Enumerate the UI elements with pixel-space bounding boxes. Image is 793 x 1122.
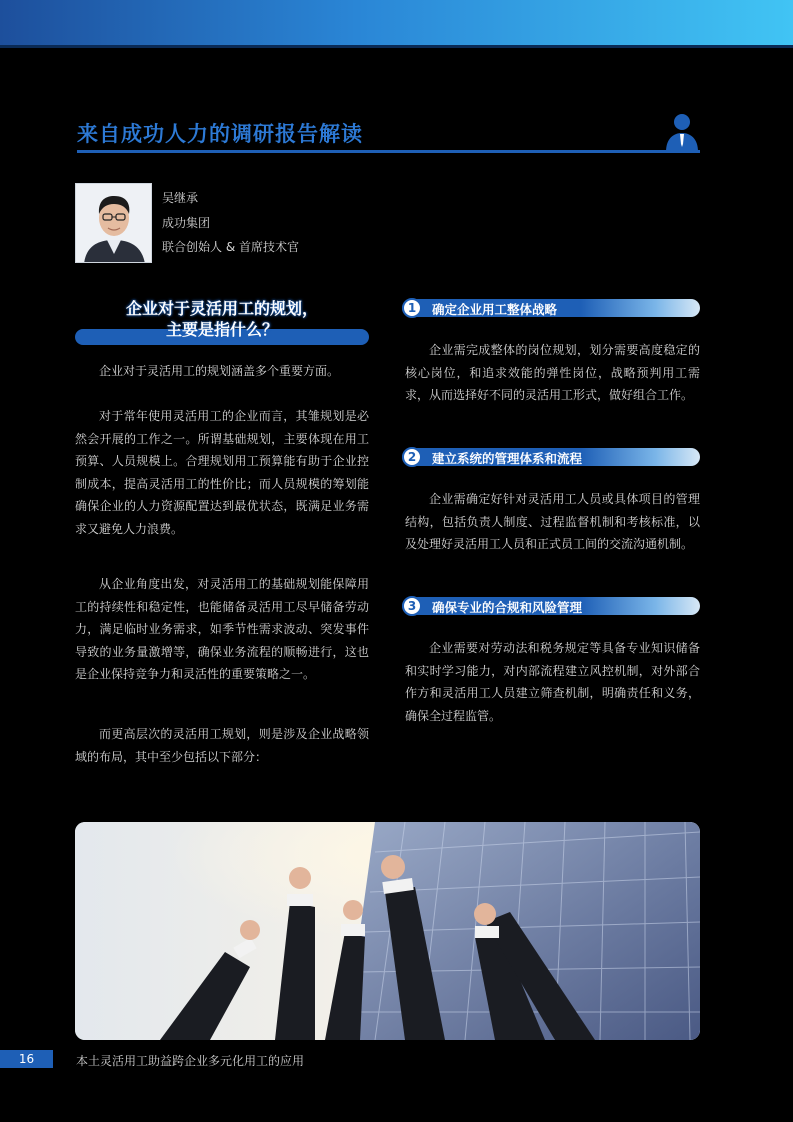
author-name: 吴继承 (162, 191, 199, 205)
team-celebration-photo (75, 822, 700, 1040)
question-line-1: 企业对于灵活用工的规划， (125, 299, 318, 318)
author-avatar (75, 183, 152, 263)
top-banner (0, 0, 793, 45)
body-paragraph: 从企业角度出发，对灵活用工的基础规划能保障用工的持续性和稳定性，也能储备灵活用工尽早储备劳动力，满足临时业务需求，如季节性需求波动、突发事件导致的业务量激增等，确保业务流程的顺畅进行，这也是企业保持竞争力和灵活性的重要策略之一。 (75, 577, 369, 681)
section-title: 来自成功人力的调研报告解读 (77, 122, 363, 146)
heading-text: 确保专业的合规和风险管理 (432, 600, 583, 615)
numbered-heading (402, 299, 700, 317)
heading-text: 建立系统的管理体系和流程 (432, 451, 583, 466)
page-number: 16 (18, 1052, 35, 1066)
body-paragraph: 而更高层次的灵活用工规划，则是涉及企业战略领域的布局，其中至少包括以下部分： (75, 727, 369, 764)
body-paragraph: 企业对于灵活用工的规划涵盖多个重要方面。 (99, 364, 340, 378)
top-banner-divider (0, 45, 793, 48)
heading-text: 确定企业用工整体战略 (432, 302, 558, 317)
body-paragraph: 对于常年使用灵活用工的企业而言，其雏规划是必然会开展的工作之一。所谓基础规划，主要体现在用工预算、人员规模上。合理规划用工预算能有助于企业控制成本，提高灵活用工的性价比；而人员规模的筹划能确保企业的人力资源配置达到最优状态，既满足业务需求又避免人力浪费。 (75, 409, 369, 536)
heading-number: 3 (402, 596, 422, 616)
section-body: 企业需确定好针对灵活用工人员或具体项目的管理结构，包括负责人制度、过程监督机制和考核标准，以及处理好灵活用工人员和正式员工间的交流沟通机制。 (405, 492, 700, 551)
heading-number: 1 (402, 298, 422, 318)
heading-number: 2 (402, 447, 422, 467)
question-line-2: 主要是指什么？ (165, 320, 278, 339)
person-silhouette-icon (664, 112, 700, 152)
numbered-heading (402, 448, 700, 466)
question-heading (75, 298, 369, 340)
numbered-heading (402, 597, 700, 615)
title-underline (77, 150, 700, 153)
author-role: 联合创始人 & 首席技术官 (162, 240, 299, 254)
author-organization: 成功集团 (162, 216, 211, 230)
section-body: 企业需要对劳动法和税务规定等具备专业知识储备和实时学习能力，对内部流程建立风控机制，对外部合作方和灵活用工人员建立筛查机制，明确责任和义务，确保全过程监管。 (405, 641, 700, 723)
footer-caption: 本土灵活用工助益跨企业多元化用工的应用 (76, 1054, 305, 1068)
section-body: 企业需完成整体的岗位规划，划分需要高度稳定的核心岗位，和追求效能的弹性岗位，战略预判用工需求，从而选择好不同的灵活用工形式，做好组合工作。 (405, 343, 700, 402)
